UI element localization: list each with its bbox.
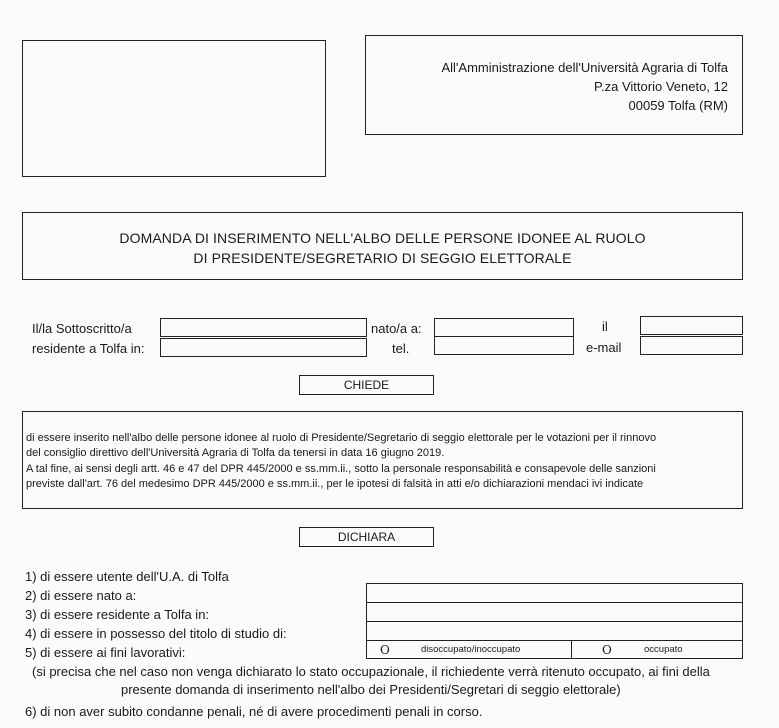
request-box (22, 411, 743, 509)
address-line-2: P.za Vittorio Veneto, 12 (594, 79, 728, 94)
address-line-3: 00059 Tolfa (RM) (628, 98, 728, 113)
request-line-1: di essere inserito nell'albo delle persone idonee al ruolo di Presidente/Segretario di seggio elettorale per le votazioni per il rinnovo (26, 432, 657, 444)
dichiara-heading: DICHIARA (299, 527, 434, 547)
tel-input[interactable] (434, 336, 574, 355)
title-line-2: DI PRESIDENTE/SEGRETARIO DI SEGGIO ELETTORALE (193, 250, 572, 266)
occupato-radio-icon[interactable]: O (602, 643, 612, 657)
request-line-4: previste dall'art. 76 del medesimo DPR 445/2000 e ss.mm.ii., per le ipotesi di falsità in atti e/o dichiarazioni mendaci ivi indicate (26, 478, 644, 490)
residente-input[interactable] (160, 338, 367, 357)
titolo-studio-input[interactable] (366, 621, 743, 641)
address-line-1: All'Amministrazione dell'Università Agraria di Tolfa (441, 60, 728, 75)
declaration-1: 1) di essere utente dell'U.A. di Tolfa (25, 569, 229, 584)
option-occupato[interactable] (571, 640, 743, 659)
sottoscritto-input[interactable] (160, 318, 367, 337)
note-line-2: presente domanda di inserimento nell'albo dei Presidenti/Segretari di seggio elettorale) (121, 682, 621, 697)
residente-in-input[interactable] (366, 602, 743, 622)
nato-input[interactable] (434, 318, 574, 337)
note-line-1: (si precisa che nel caso non venga dichiarato lo stato occupazionale, il richiedente verrà ritenuto occupato, ai fini della (32, 664, 710, 679)
occupato-label: occupato (644, 644, 683, 655)
photo-box (22, 40, 326, 177)
il-input[interactable] (640, 316, 743, 335)
residente-label: residente a Tolfa in: (32, 341, 145, 356)
title-line-1: DOMANDA DI INSERIMENTO NELL'ALBO DELLE PERSONE IDONEE AL RUOLO (119, 230, 646, 246)
tel-label: tel. (392, 341, 410, 356)
il-label: il (602, 319, 608, 334)
declaration-3: 3) di essere residente a Tolfa in: (25, 607, 210, 622)
declaration-5: 5) di essere ai fini lavorativi: (25, 645, 186, 660)
declaration-2: 2) di essere nato a: (25, 588, 137, 603)
addressee-box (365, 35, 743, 135)
title-box (22, 212, 743, 280)
declaration-4: 4) di essere in possesso del titolo di studio di: (25, 626, 287, 641)
nato-label: nato/a a: (371, 321, 422, 336)
nato-a-input[interactable] (366, 583, 743, 603)
request-line-3: A tal fine, ai sensi degli artt. 46 e 47 del DPR 445/2000 e ss.mm.ii., sotto la personale responsabilità e consapevole delle sanzioni (26, 463, 656, 475)
chiede-heading: CHIEDE (299, 375, 434, 395)
declaration-6: 6) di non aver subito condanne penali, né di avere procedimenti penali in corso. (25, 704, 483, 719)
email-input[interactable] (640, 336, 743, 355)
disoccupato-radio-icon[interactable]: O (380, 643, 390, 657)
disoccupato-label: disoccupato/inoccupato (421, 644, 521, 655)
email-label: e-mail (586, 340, 622, 355)
sottoscritto-label: Il/la Sottoscritto/a (32, 321, 132, 336)
option-disoccupato[interactable] (366, 640, 572, 659)
request-line-2: del consiglio direttivo dell'Università Agraria di Tolfa da tenersi in data 16 giugno 2019. (26, 447, 445, 459)
